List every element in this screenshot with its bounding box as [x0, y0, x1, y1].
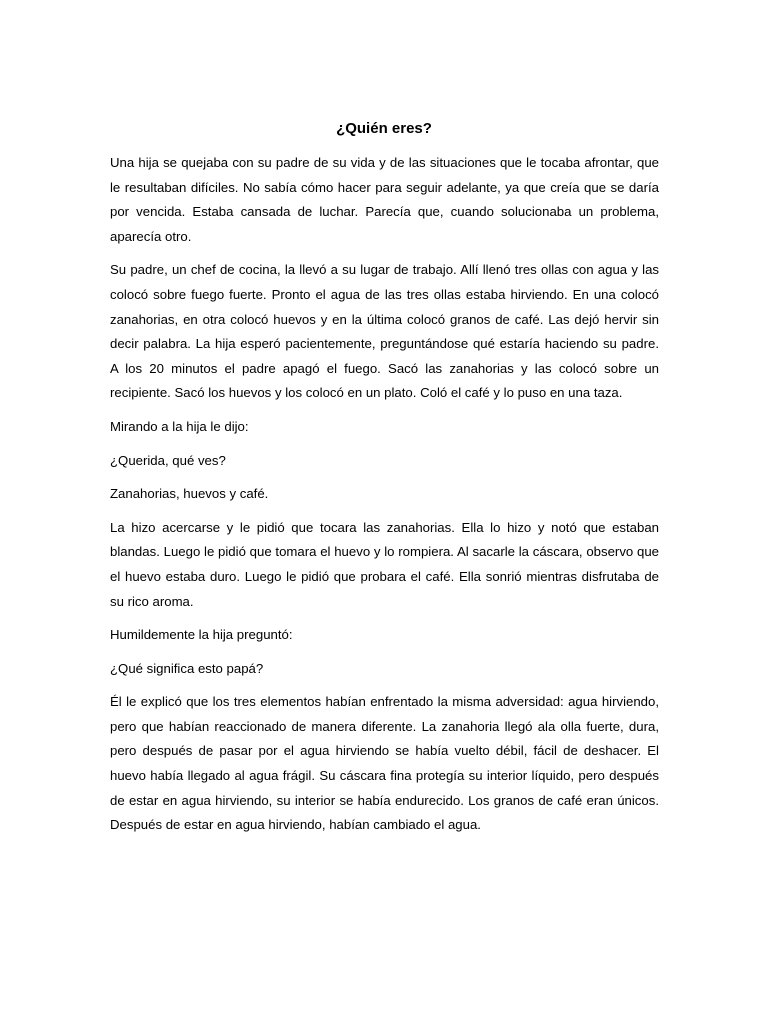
paragraph-daughter-asks: Humildemente la hija preguntó:: [110, 627, 293, 643]
paragraph-intro: Una hija se quejaba con su padre de su vida y de las situaciones que le tocaba afrontar, que le resultaban difíciles. No sabía cómo hacer para seguir adelante, ya que creía que se daría por vencida. Estaba cansada de luchar. Parecía que, cuando solucionaba un problema, aparecía otro.: [110, 155, 659, 244]
document-title: ¿Quién eres?: [336, 120, 432, 137]
paragraph-meaning-question: ¿Qué significa esto papá?: [110, 660, 264, 676]
paragraph-answer: Zanahorias, huevos y café.: [110, 486, 269, 502]
paragraph-explanation: Él le explicó que los tres elementos habían enfrentado la misma adversidad: agua hirviendo, pero que habían reaccionado de manera diferente. La zanahoria llegó ala olla fuerte, dura, pero después de pasar por el agua hirviendo se había vuelto débil, fácil de deshacer. El huevo había llegado al agua frágil. Su cáscara fina protegía su interior líquido, pero después de estar en agua hirviendo, su interior se había endurecido. Los granos de café eran únicos. Después de estar en agua hirviendo, habían cambiado el agua.: [110, 694, 659, 833]
paragraph-question: ¿Querida, qué ves?: [110, 452, 226, 468]
document-body: [110, 151, 659, 847]
paragraph-chef: Su padre, un chef de cocina, la llevó a su lugar de trabajo. Allí llenó tres ollas con agua y las colocó sobre fuego fuerte. Pronto el agua de las tres ollas estaba hirviendo. En una colocó zanahorias, en otra colocó huevos y en la última colocó granos de café. Las dejó hervir sin decir palabra. La hija esperó pacientemente, preguntándose qué estaría haciendo su padre. A los 20 minutos el padre apagó el fuego. Sacó las zanahorias y las colocó sobre un recipiente. Sacó los huevos y los colocó en un plato. Coló el café y lo puso en una taza.: [110, 262, 659, 401]
paragraph-touch: La hizo acercarse y le pidió que tocara las zanahorias. Ella lo hizo y notó que estaban blandas. Luego le pidió que tomara el huevo y lo rompiera. Al sacarle la cáscara, observo que el huevo estaba duro. Luego le pidió que probara el café. Ella sonrió mientras disfrutaba de su rico aroma.: [110, 519, 659, 609]
paragraph-father-speaks: Mirando a la hija le dijo:: [110, 418, 249, 434]
